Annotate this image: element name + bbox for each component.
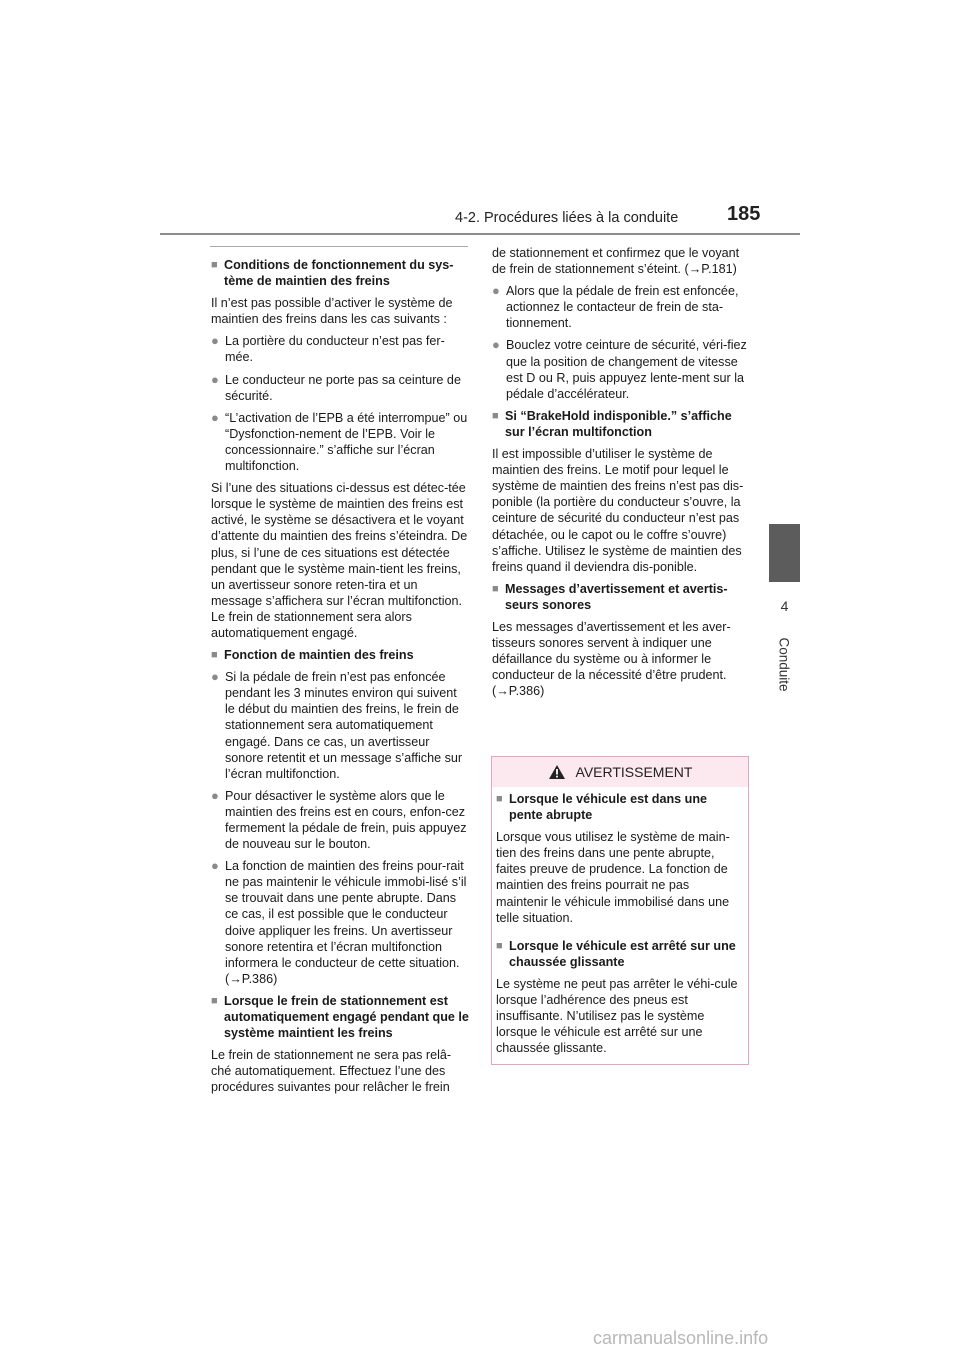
- warning-box: [491, 756, 749, 1065]
- header-rule: [160, 233, 800, 235]
- left-column: [211, 257, 469, 1102]
- bullet-icon: ●: [211, 858, 219, 874]
- bullet-icon: ●: [211, 409, 219, 425]
- section-heading: ■ Si “BrakeHold indisponible.” s’affiche sur l’écran multifonction: [492, 408, 732, 439]
- paragraph: Le système ne peut pas arrêter le véhi-cule lorsque l’adhérence des pneus est insuffisante. N’utilisez pas le système lorsque le véhicule est arrêté sur une chaussée glissante.: [496, 976, 738, 1056]
- right-column: [492, 245, 750, 705]
- section-heading: ■ Fonction de maintien des freins: [211, 648, 414, 663]
- bullet-icon: ●: [211, 787, 219, 803]
- bullet-item: ● Si la pédale de frein n’est pas enfoncée pendant les 3 minutes environ qui suivent le début du maintien des freins, le frein de stationnement sera automatiquement engagé. Dans ce cas, un avertisseur sonore retentit et un message s’affiche sur l’écran multifonction.: [211, 669, 463, 781]
- bullet-icon: ●: [492, 337, 500, 353]
- paragraph: Les messages d’avertissement et les aver-tisseurs sonores servent à indiquer une défaillance du système ou à informer le conducteur de la nécessité d’être prudent. (→P.386): [492, 619, 731, 699]
- column-rule: [210, 246, 468, 247]
- chapter-number: 4: [780, 598, 789, 614]
- bullet-item: ● Bouclez votre ceinture de sécurité, véri-fiez que la position de changement de vitesse est D ou R, puis appuyez lente-ment sur la pédale d’accélérateur.: [492, 337, 747, 401]
- section-heading: ■ Lorsque le véhicule est dans une pente abrupte: [496, 792, 708, 823]
- warning-body: [492, 787, 748, 1056]
- bullet-icon: ●: [211, 371, 219, 387]
- warning-triangle-icon: [548, 764, 566, 780]
- bullet-item: ● Pour désactiver le système alors que le maintien des freins est en cours, enfon-cez fermement la pédale de frein, puis appuyez de nouveau sur le bouton.: [211, 787, 467, 852]
- chapter-tab: [769, 524, 800, 582]
- section-heading: ■ Lorsque le véhicule est arrêté sur une chaussée glissante: [496, 938, 736, 969]
- section-heading: ■ Lorsque le frein de stationnement est automatiquement engagé pendant que le système maintient les freins: [211, 993, 469, 1041]
- paragraph: Il n’est pas possible d’activer le système de maintien des freins dans les cas suivants :: [211, 296, 453, 327]
- bullet-icon: ●: [211, 669, 219, 685]
- section-heading: ■ Conditions de fonctionnement du sys-tème de maintien des freins: [211, 258, 454, 289]
- bullet-item: ● La portière du conducteur n’est pas fer-mée.: [211, 333, 445, 365]
- square-marker-icon: ■: [496, 939, 503, 952]
- square-marker-icon: ■: [496, 793, 503, 805]
- paragraph: Lorsque vous utilisez le système de main-tien des freins dans une pente abrupte, faites preuve de prudence. La fonction de maintien des freins pourrait ne pas maintenir le véhicule immobilisé dans une telle situation.: [496, 830, 730, 925]
- square-marker-icon: ■: [211, 649, 218, 662]
- bullet-icon: ●: [211, 333, 219, 349]
- square-marker-icon: ■: [492, 409, 499, 422]
- bullet-item: ● Le conducteur ne porte pas sa ceinture de sécurité.: [211, 371, 461, 403]
- warning-header: [492, 757, 748, 787]
- paragraph: Le frein de stationnement ne sera pas relâ-ché automatiquement. Effectuez l’une des procédures suivantes pour relâcher le frein: [211, 1048, 452, 1095]
- bullet-item: ● Alors que la pédale de frein est enfoncée, actionnez le contacteur de frein de sta-tionnement.: [492, 283, 739, 331]
- chapter-label: Conduite: [776, 637, 792, 692]
- section-title: 4-2. Procédures liées à la conduite: [455, 210, 679, 226]
- bullet-item: ● “L’activation de l’EPB a été interrompue” ou “Dysfonction-nement de l’EPB. Voir le concessionnaire.” s’affiche sur l’écran multifonction.: [211, 409, 468, 474]
- paragraph: Il est impossible d’utiliser le système de maintien des freins. Le motif pour lequel le système de maintien des freins n’est pas dis-ponible (la portière du conducteur s’ouvre, la ceinture de sécurité du conducteur n’est pas détachée, ou le capot ou le coffre s’ouvre) s’affiche. Utilisez le système de maintien des freins quand il deviendra dis-ponible.: [492, 447, 744, 574]
- bullet-item: ● La fonction de maintien des freins pour-rait ne pas maintenir le véhicule immobi-lisé s’il se trouvait dans une pente abrupte. Dans ce cas, il est possible que le conducteur doive appliquer les freins. Un avertisseur sonore retentira et l’écran multifonction informera le conducteur de cette situation. (→P.386): [211, 858, 467, 986]
- page-number: 185: [727, 203, 761, 225]
- square-marker-icon: ■: [211, 994, 218, 1007]
- bullet-icon: ●: [492, 283, 500, 299]
- paragraph: Si l’une des situations ci-dessus est détec-tée lorsque le système de maintien des freins est activé, le système se désactivera et le voyant d’attente du maintien des freins s’éteindra. De plus, si l’une de ces situations est détectée pendant que le système main-tient les freins, un avertisseur sonore reten-tira et un message s’affichera sur l’écran multifonction. Le frein de stationnement sera alors automatiquement engagé.: [211, 481, 468, 640]
- section-heading: ■ Messages d’avertissement et avertis-seurs sonores: [492, 581, 728, 612]
- square-marker-icon: ■: [211, 259, 218, 271]
- square-marker-icon: ■: [492, 582, 499, 595]
- paragraph: de stationnement et confirmez que le voyant de frein de stationnement s’éteint. (→P.181): [492, 246, 740, 277]
- warning-title: AVERTISSEMENT: [575, 764, 693, 780]
- watermark: carmanualsonline.info: [593, 1328, 769, 1348]
